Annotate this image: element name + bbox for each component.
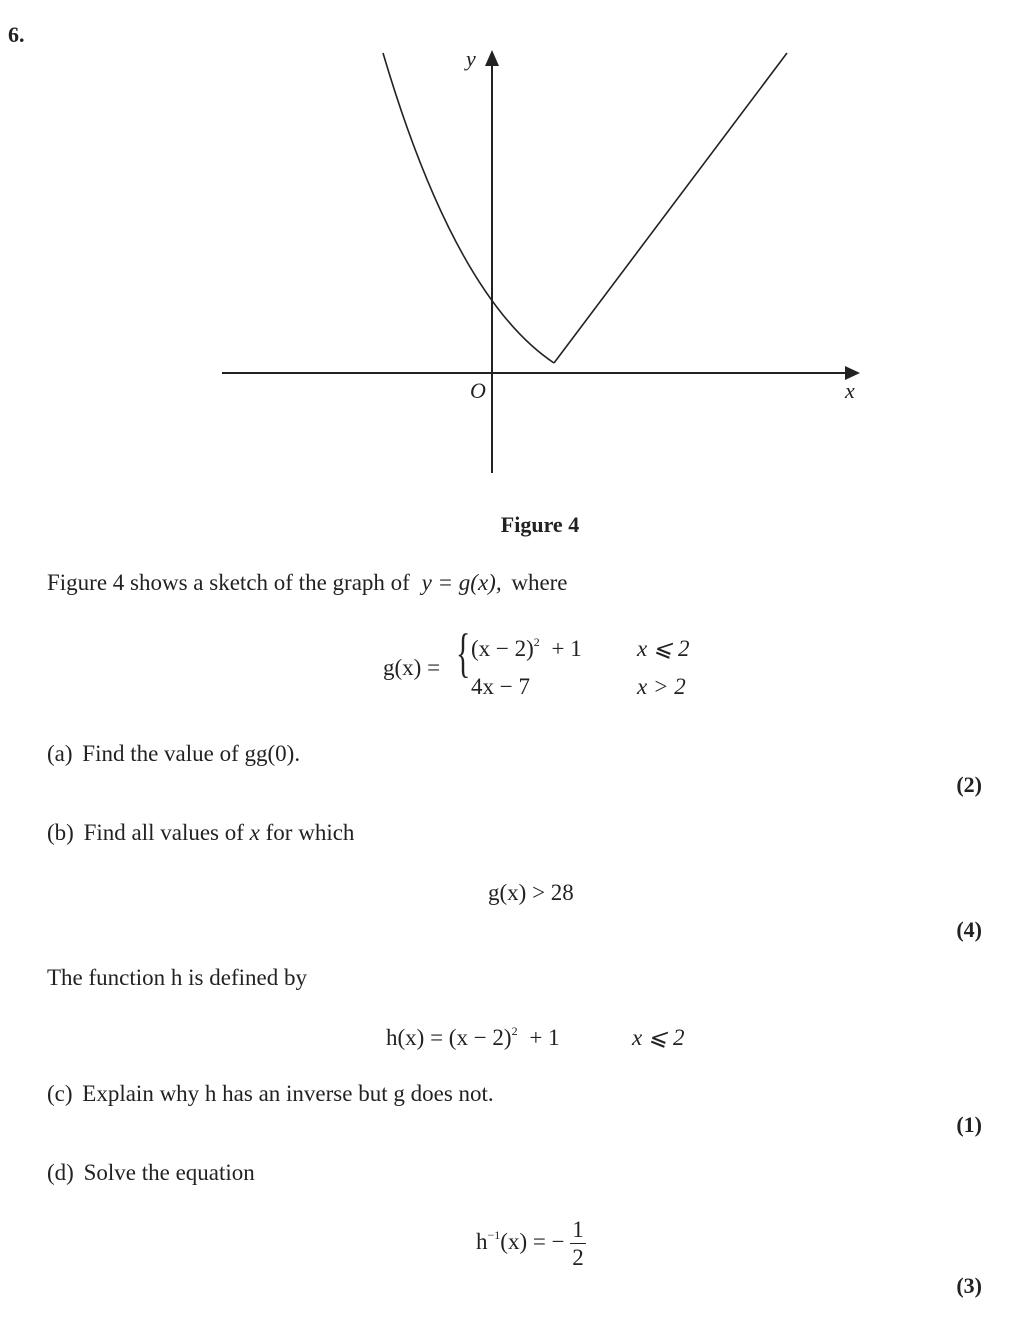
part-d-question <box>47 1161 255 1184</box>
part-a-question <box>47 742 300 765</box>
intro-line <box>47 571 568 594</box>
g-case1-condition: x ⩽ 2 <box>637 636 690 661</box>
part-a-text: Find the value of gg(0). <box>82 741 301 766</box>
part-c-marks: (1) <box>956 1112 982 1137</box>
g-case2-expression: 4x − 7 <box>471 674 530 699</box>
figure-4-graph <box>0 0 1030 500</box>
part-b-label: (b) <box>47 820 74 845</box>
part-b-question: (b) Find all values of x for which <box>47 820 355 845</box>
part-a-marks: (2) <box>956 772 982 797</box>
question-number: 6. <box>8 22 25 47</box>
parabola-piece-curve <box>383 53 554 363</box>
x-axis-label: x <box>845 378 855 403</box>
g-definition-lhs: g(x) = <box>383 655 441 680</box>
fraction-one-half: $\frac{1}{2}$ <box>572 1217 584 1270</box>
h-intro-text: The function h is defined by <box>47 965 307 990</box>
intro-suffix: where <box>511 570 568 595</box>
part-d-label: (d) <box>47 1160 74 1185</box>
y-axis-label: y <box>466 46 476 71</box>
origin-label: O <box>470 378 486 403</box>
curly-brace-symbol: { <box>456 623 471 683</box>
g-case1-expression: $(x - 2)^2 + 1$ <box>471 635 582 661</box>
part-b-inequality: g(x) > 28 <box>488 880 574 905</box>
part-c-question <box>47 1082 494 1105</box>
part-d-text: Solve the equation <box>83 1160 255 1185</box>
intro-equation: y = g(x), <box>421 570 502 595</box>
y-axis-arrow <box>485 50 499 66</box>
part-c-label: (c) <box>47 1081 73 1106</box>
part-d-equation: $h^{-1}(x)$ = − $\frac{1}{2}$ <box>476 1217 584 1270</box>
h-condition: x ⩽ 2 <box>632 1025 685 1050</box>
part-a-label: (a) <box>47 741 73 766</box>
part-c-text: Explain why h has an inverse but g does not. <box>82 1081 494 1106</box>
intro-text: Figure 4 shows a sketch of the graph of <box>47 570 410 595</box>
part-b-marks: (4) <box>956 917 982 942</box>
figure-caption: Figure 4 <box>500 512 580 537</box>
g-case2-condition: x > 2 <box>637 674 686 699</box>
h-definition: $h(x) = (x - 2)^2 + 1$ <box>386 1024 560 1050</box>
linear-piece-line <box>554 53 787 363</box>
part-d-marks: (3) <box>956 1273 982 1298</box>
